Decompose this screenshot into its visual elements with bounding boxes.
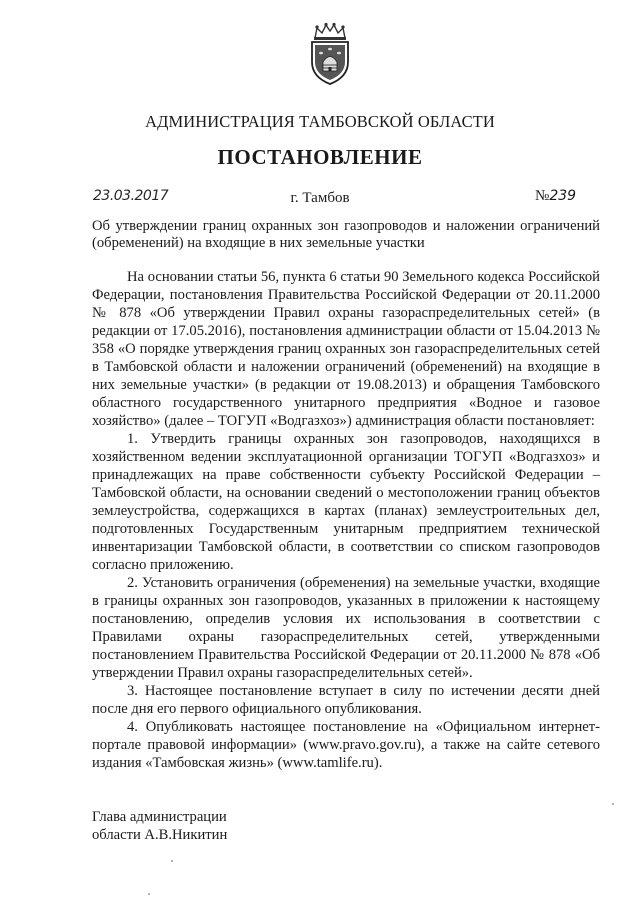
document-subject: Об утверждении границ охранных зон газопроводов и наложении ограничений (обременений) на входящие в них земельные участки [92,218,600,251]
coat-of-arms-icon [305,22,355,86]
scan-speck [148,893,150,895]
item-3-paragraph: 3. Настоящее постановление вступает в силу по истечении десяти дней после дня его первого официального опубликования. [92,683,600,717]
scan-speck [612,803,614,805]
document-body [92,268,600,772]
document-type: ПОСТАНОВЛЕНИЕ [217,145,423,169]
document-date: 23.03.2017 [93,188,169,204]
signature-title: Глава администрации [92,809,227,825]
number-prefix: № [535,188,550,204]
scan-speck [171,860,173,862]
preamble-paragraph: На основании статьи 56, пункта 6 статьи 90 Земельного кодекса Российской Федерации, постановления Правительства Российской Федерации от 20.11.2000 № 878 «Об утверждении Правил охраны газораспределительных сетей» (в редакции от 17.05.2016), постановления администрации области от 15.04.2013 № 358 «О порядке утверждения границ охранных зон газораспределительных сетей в Тамбовской области и наложении ограничений (обременений) на входящие в них земельные участки» (в редакции от 19.08.2013) и обращения Тамбовского областного государственного унитарного предприятия «Водное и газовое хозяйство» (далее – ТОГУП «Водгазхоз») администрация области постановляет: [92,269,600,429]
organization-name: АДМИНИСТРАЦИЯ ТАМБОВСКОЙ ОБЛАСТИ [145,112,495,131]
signature-block [92,808,227,844]
item-2-paragraph: 2. Установить ограничения (обременения) на земельные участки, входящие в границы охранных зон газопроводов, указанных в приложении к настоящему постановлению, определив условия их использования в соответствии с Правилами охраны газораспределительных сетей, утвержденными постановлением Правительства Российской Федерации от 20.11.2000 № 878 «Об утверждении Правил охраны газораспределительных сетей». [92,575,600,681]
number-value: 239 [549,188,577,204]
signature-name: области А.В.Никитин [92,827,228,843]
document-number [535,188,576,205]
item-1-paragraph: 1. Утвердить границы охранных зон газопроводов, находящихся в хозяйственном ведении эксплуатационной организации ТОГУП «Водгазхоз» и принадлежащих на праве собственности субъекту Российской Федерации – Тамбовской области, на основании сведений о местоположении границ объектов землеустройства, содержащихся в картах (планах) землеустроительных дел, подготовленных Государственным унитарным предприятием технической инвентаризации Тамбовской области, в соответствии со списком газопроводов согласно приложению. [92,431,600,573]
document-city: г. Тамбов [290,190,350,206]
item-4-paragraph: 4. Опубликовать настоящее постановление на «Официальном интернет-портале правовой информации» (www.pravo.gov.ru), а также на сайте сетевого издания «Тамбовская жизнь» (www.tamlife.ru). [92,719,600,771]
